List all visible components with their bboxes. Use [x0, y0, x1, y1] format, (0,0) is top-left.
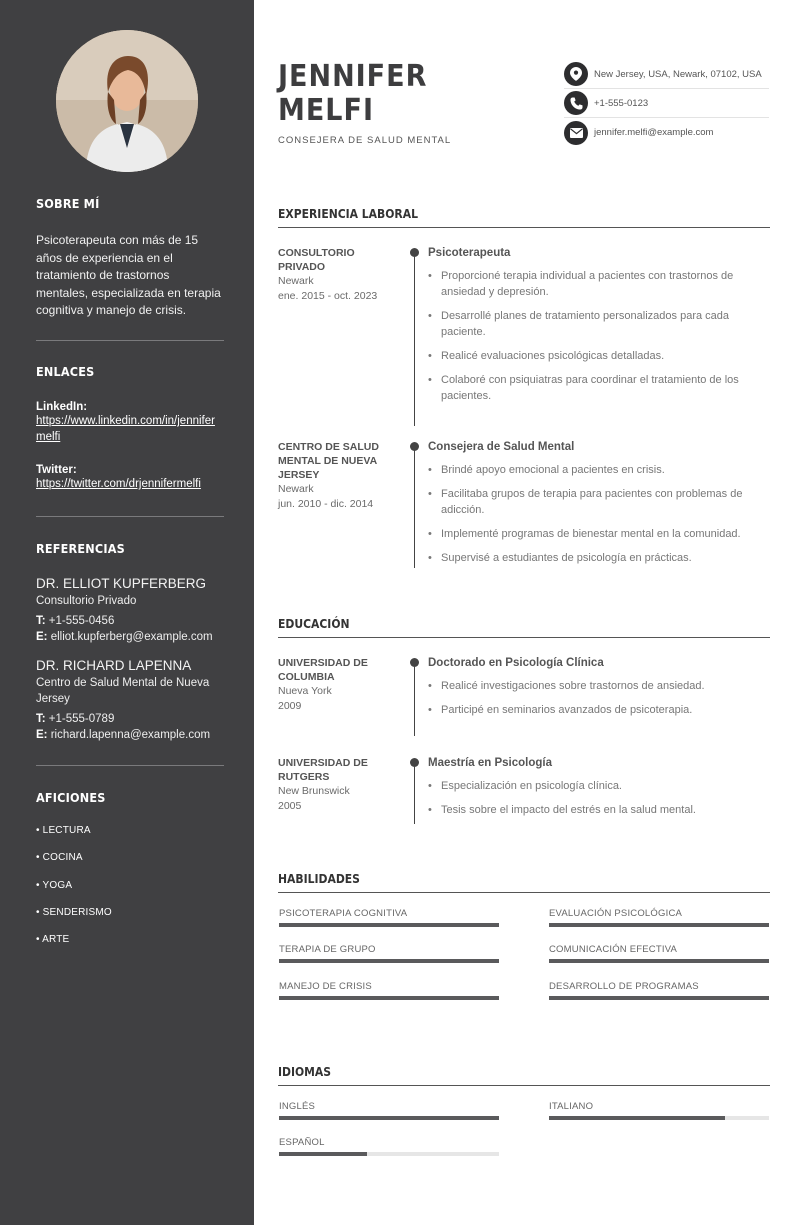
candidate-role: CONSEJERA DE SALUD MENTAL — [278, 135, 452, 146]
skill-label: DESARROLLO DE PROGRAMAS — [549, 981, 699, 992]
contact-email — [564, 118, 769, 147]
reference-name: DR. ELLIOT KUPFERBERG — [36, 576, 207, 591]
languages-title: IDIOMAS — [278, 1065, 770, 1086]
linkedin-label: LinkedIn: — [36, 401, 88, 413]
contact-email-text[interactable]: jennifer.melfi@example.com — [594, 127, 714, 138]
skill-bar — [549, 923, 769, 927]
timeline-line — [414, 446, 415, 568]
skill-item — [549, 908, 769, 927]
profile-photo — [56, 30, 198, 172]
hobby-item: • YOGA — [36, 879, 73, 891]
entry-bullet: • Desarrollé planes de tratamiento personalizados para cada paciente. — [428, 308, 770, 340]
divider — [36, 765, 224, 766]
hobbies-list — [36, 825, 224, 961]
entry-bullet: • Realicé investigaciones sobre trastornos de ansiedad. — [428, 678, 770, 694]
entry-org: UNIVERSIDAD DE COLUMBIA — [278, 657, 368, 683]
timeline-dot — [410, 658, 419, 667]
entry-bullet: • Realicé evaluaciones psicológicas detalladas. — [428, 348, 770, 364]
skill-item — [279, 944, 499, 963]
skill-bar-fill — [279, 996, 499, 1000]
timeline-line — [414, 662, 415, 736]
hobby-item: • COCINA — [36, 852, 83, 864]
links-section — [36, 364, 224, 379]
skill-bar — [549, 959, 769, 963]
skill-bar — [279, 996, 499, 1000]
entry-details — [428, 656, 770, 726]
contact-location-text: New Jersey, USA, Newark, 07102, USA — [594, 68, 762, 80]
entry-details — [428, 440, 770, 574]
entry-org: UNIVERSIDAD DE RUTGERS — [278, 757, 368, 783]
entry-org: CENTRO DE SALUD MENTAL DE NUEVA JERSEY — [278, 441, 379, 481]
divider — [36, 516, 224, 517]
timeline-line — [414, 252, 415, 426]
references-section — [36, 541, 224, 556]
location-pin-icon — [564, 62, 588, 86]
entry-bullet: • Especialización en psicología clínica. — [428, 778, 770, 794]
phone-icon — [564, 91, 588, 115]
entry-position: Psicoterapeuta — [428, 247, 511, 259]
skill-label: COMUNICACIÓN EFECTIVA — [549, 944, 678, 955]
contact-phone-text: +1-555-0123 — [594, 97, 649, 109]
entry-bullet: • Brindé apoyo emocional a pacientes en crisis. — [428, 462, 770, 478]
entry-dates: jun. 2010 - dic. 2014 — [278, 498, 374, 510]
skill-item — [279, 981, 499, 1000]
reference-org: Centro de Salud Mental de Nueva Jersey — [36, 677, 210, 705]
entry-details — [428, 756, 770, 826]
entry-position: Doctorado en Psicología Clínica — [428, 657, 604, 669]
hobby-item: • ARTE — [36, 934, 70, 946]
language-item — [279, 1137, 499, 1156]
education-title: EDUCACIÓN — [278, 617, 770, 638]
language-item — [279, 1101, 499, 1120]
entry-position: Maestría en Psicología — [428, 757, 552, 769]
links-title: ENLACES — [36, 364, 95, 379]
twitter-link[interactable]: https://twitter.com/drjennifermelfi — [36, 478, 201, 490]
entry-meta — [278, 656, 398, 714]
skill-item — [549, 944, 769, 963]
entry-meta — [278, 756, 398, 814]
twitter-link-block — [36, 464, 224, 492]
entry-location: Nueva York — [278, 685, 332, 697]
entry-bullet: • Facilitaba grupos de terapia para pacientes con problemas de adicción. — [428, 486, 770, 518]
skill-item — [549, 981, 769, 1000]
language-bar-fill — [279, 1116, 499, 1120]
linkedin-link-block — [36, 401, 224, 445]
entry-meta — [278, 246, 398, 304]
language-bar — [549, 1116, 769, 1120]
timeline-dot — [410, 248, 419, 257]
entry-location: Newark — [278, 483, 314, 495]
about-title: SOBRE MÍ — [36, 196, 100, 211]
entry-location: Newark — [278, 275, 314, 287]
entry-details — [428, 246, 770, 412]
linkedin-link[interactable]: https://www.linkedin.com/in/jennifermelfi — [36, 415, 215, 443]
skill-label: PSICOTERAPIA COGNITIVA — [279, 908, 408, 919]
timeline-dot — [410, 442, 419, 451]
language-label: INGLÉS — [279, 1101, 316, 1112]
skills-title: HABILIDADES — [278, 872, 770, 893]
reference-item — [36, 657, 224, 743]
about-text: Psicoterapeuta con más de 15 años de experiencia en el tratamiento de trastornos mentales, especializada en terapia cognitiva y manejo de crisis. — [36, 233, 221, 317]
entry-dates: 2005 — [278, 800, 302, 812]
contact-location — [564, 60, 769, 89]
email-icon — [564, 121, 588, 145]
name-first: JENNIFER — [278, 59, 428, 94]
timeline-line — [414, 762, 415, 824]
skill-item — [279, 908, 499, 927]
reference-name: DR. RICHARD LAPENNA — [36, 658, 192, 673]
entry-bullet: • Implementé programas de bienestar mental en la comunidad. — [428, 526, 770, 542]
hobbies-title: AFICIONES — [36, 790, 106, 805]
skill-bar — [279, 923, 499, 927]
contact-phone — [564, 89, 769, 118]
skill-bar-fill — [549, 996, 769, 1000]
hobby-item: • LECTURA — [36, 825, 91, 836]
entry-meta — [278, 440, 398, 512]
entry-location: New Brunswick — [278, 785, 350, 797]
skill-label: EVALUACIÓN PSICOLÓGICA — [549, 908, 683, 919]
reference-item — [36, 575, 224, 645]
skill-bar-fill — [549, 923, 769, 927]
language-bar-fill — [549, 1116, 725, 1120]
language-label: ITALIANO — [549, 1101, 594, 1112]
entry-bullet: • Proporcioné terapia individual a pacientes con trastornos de ansiedad y depresión. — [428, 268, 770, 300]
language-item — [549, 1101, 769, 1120]
hobby-item: • SENDERISMO — [36, 906, 112, 918]
entry-dates: ene. 2015 - oct. 2023 — [278, 290, 378, 302]
skill-bar-fill — [549, 959, 769, 963]
skill-bar-fill — [279, 923, 499, 927]
timeline-dot — [410, 758, 419, 767]
candidate-name — [278, 60, 427, 128]
reference-phone: T: +1-555-0456 — [36, 615, 115, 627]
hobbies-section — [36, 790, 224, 805]
entry-bullet: • Supervisé a estudiantes de psicología en prácticas. — [428, 550, 770, 566]
entry-position: Consejera de Salud Mental — [428, 441, 575, 453]
entry-org: CONSULTORIO PRIVADO — [278, 247, 355, 273]
about-section — [36, 196, 224, 211]
language-bar — [279, 1116, 499, 1120]
skill-label: MANEJO DE CRISIS — [279, 981, 372, 992]
skill-bar — [549, 996, 769, 1000]
skill-bar-fill — [279, 959, 499, 963]
references-title: REFERENCIAS — [36, 541, 125, 556]
language-bar — [279, 1152, 499, 1156]
experience-title: EXPERIENCIA LABORAL — [278, 207, 770, 228]
sidebar — [0, 0, 254, 1225]
skill-bar — [279, 959, 499, 963]
entry-dates: 2009 — [278, 700, 302, 712]
language-label: ESPAÑOL — [279, 1137, 325, 1148]
entry-bullet: • Participé en seminarios avanzados de psicoterapia. — [428, 702, 770, 718]
skill-label: TERAPIA DE GRUPO — [279, 944, 376, 955]
reference-phone: T: +1-555-0789 — [36, 713, 115, 725]
entry-bullet: • Tesis sobre el impacto del estrés en la salud mental. — [428, 802, 770, 818]
reference-email: E: richard.lapenna@example.com — [36, 729, 211, 741]
reference-org: Consultorio Privado — [36, 595, 137, 607]
divider — [36, 340, 224, 341]
reference-email: E: elliot.kupferberg@example.com — [36, 631, 213, 643]
language-bar-fill — [279, 1152, 367, 1156]
entry-bullet: • Colaboré con psiquiatras para coordinar el tratamiento de los pacientes. — [428, 372, 770, 404]
name-last: MELFI — [278, 93, 374, 128]
twitter-label: Twitter: — [36, 464, 77, 476]
